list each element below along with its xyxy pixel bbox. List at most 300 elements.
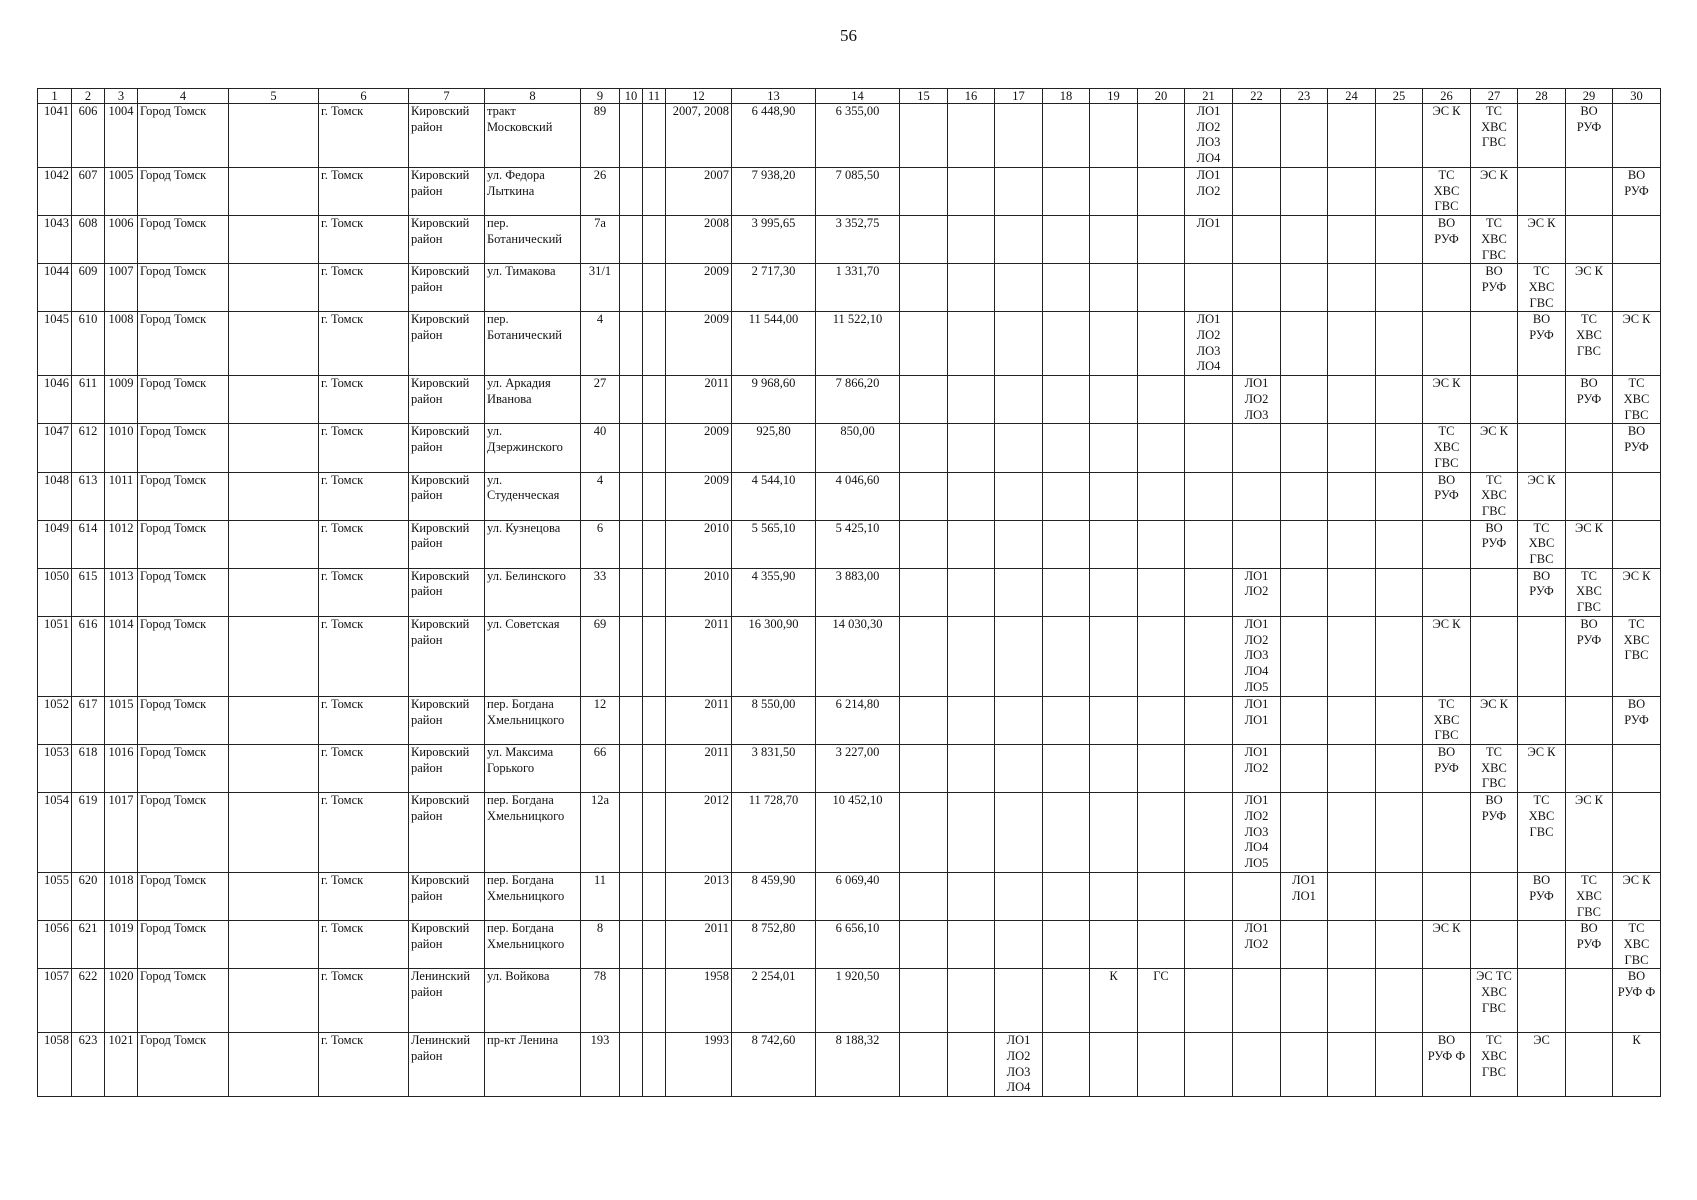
table-cell: пер. Богдана Хмельницкого <box>485 696 581 744</box>
table-cell: ЭС <box>1518 1033 1566 1097</box>
table-cell <box>643 216 666 264</box>
table-cell <box>1566 696 1613 744</box>
table-cell <box>1138 520 1185 568</box>
table-cell <box>1090 1033 1138 1097</box>
table-cell <box>1423 873 1471 921</box>
table-cell <box>1613 793 1661 873</box>
table-cell: г. Томск <box>319 921 409 969</box>
table-cell: ЛО1 ЛО2 ЛО3 ЛО4 <box>1185 104 1233 168</box>
table-cell <box>948 520 995 568</box>
table-cell <box>1043 873 1090 921</box>
table-cell: ВО РУФ <box>1613 168 1661 216</box>
table-cell: г. Томск <box>319 873 409 921</box>
table-cell: 2011 <box>666 696 732 744</box>
table-cell <box>900 616 948 696</box>
table-cell: 27 <box>581 376 620 424</box>
table-cell: ЭС К <box>1423 921 1471 969</box>
table-cell <box>995 696 1043 744</box>
table-cell: 1011 <box>105 472 138 520</box>
table-cell: ул. Тимакова <box>485 264 581 312</box>
table-cell: 8 <box>581 921 620 969</box>
table-cell <box>995 312 1043 376</box>
table-cell: 850,00 <box>816 424 900 472</box>
table-cell: ЭС К <box>1566 264 1613 312</box>
table-cell <box>1518 168 1566 216</box>
table-cell: тракт Московский <box>485 104 581 168</box>
table-cell <box>643 969 666 1033</box>
table-cell: г. Томск <box>319 168 409 216</box>
table-cell: Город Томск <box>138 424 229 472</box>
table-cell <box>1233 104 1281 168</box>
table-cell <box>995 969 1043 1033</box>
table-cell: Кировский район <box>409 216 485 264</box>
table-cell <box>1376 424 1423 472</box>
table-cell: Кировский район <box>409 312 485 376</box>
table-cell: г. Томск <box>319 264 409 312</box>
column-header: 8 <box>485 89 581 104</box>
table-cell: ТС ХВС ГВС <box>1471 744 1518 792</box>
table-cell <box>1518 921 1566 969</box>
table-cell: пер. Богдана Хмельницкого <box>485 873 581 921</box>
table-cell <box>1613 264 1661 312</box>
table-cell: 6 656,10 <box>816 921 900 969</box>
table-cell <box>1328 216 1376 264</box>
table-cell <box>620 1033 643 1097</box>
table-cell <box>1281 969 1328 1033</box>
table-cell <box>900 793 948 873</box>
table-cell <box>620 376 643 424</box>
table-cell <box>1043 104 1090 168</box>
table-cell <box>620 424 643 472</box>
table-cell <box>1376 744 1423 792</box>
table-cell: ЭС К <box>1566 793 1613 873</box>
table-cell: 1 920,50 <box>816 969 900 1033</box>
column-header: 24 <box>1328 89 1376 104</box>
table-cell: ВО РУФ Ф <box>1613 969 1661 1033</box>
table-cell <box>1090 168 1138 216</box>
table-cell: Кировский район <box>409 568 485 616</box>
table-cell: 2011 <box>666 376 732 424</box>
table-cell <box>1043 744 1090 792</box>
table-cell: 40 <box>581 424 620 472</box>
column-header: 3 <box>105 89 138 104</box>
table-cell <box>1376 104 1423 168</box>
table-cell: ЛО1 ЛО2 ЛО3 ЛО4 <box>995 1033 1043 1097</box>
table-cell <box>1090 616 1138 696</box>
table-cell: ВО РУФ <box>1566 376 1613 424</box>
table-cell <box>1281 264 1328 312</box>
table-cell <box>1138 616 1185 696</box>
table-cell <box>900 312 948 376</box>
table-cell: 2009 <box>666 472 732 520</box>
table-cell <box>1233 873 1281 921</box>
table-cell <box>1328 104 1376 168</box>
table-cell <box>1613 744 1661 792</box>
table-cell <box>1518 969 1566 1033</box>
column-header: 9 <box>581 89 620 104</box>
table-cell: ВО РУФ <box>1423 744 1471 792</box>
column-header: 22 <box>1233 89 1281 104</box>
table-cell: 2008 <box>666 216 732 264</box>
table-cell: 1016 <box>105 744 138 792</box>
table-cell <box>995 376 1043 424</box>
table-cell <box>620 264 643 312</box>
table-cell <box>229 312 319 376</box>
table-cell <box>620 168 643 216</box>
table-cell: ЛО1 <box>1185 216 1233 264</box>
table-cell: 2 717,30 <box>732 264 816 312</box>
table-cell <box>1090 744 1138 792</box>
table-cell <box>1138 472 1185 520</box>
table-cell: Город Томск <box>138 376 229 424</box>
table-cell: 3 995,65 <box>732 216 816 264</box>
table-cell: ВО РУФ <box>1423 472 1471 520</box>
column-header: 6 <box>319 89 409 104</box>
table-cell <box>1281 216 1328 264</box>
table-cell <box>1566 472 1613 520</box>
table-cell <box>1281 921 1328 969</box>
table-cell: 7 938,20 <box>732 168 816 216</box>
table-cell: г. Томск <box>319 568 409 616</box>
table-cell: ТС ХВС ГВС <box>1613 376 1661 424</box>
table-cell: г. Томск <box>319 1033 409 1097</box>
table-cell <box>900 520 948 568</box>
table-cell: 1007 <box>105 264 138 312</box>
table-cell: ЭС К <box>1471 424 1518 472</box>
table-cell <box>1043 616 1090 696</box>
table-cell <box>1233 216 1281 264</box>
table-cell <box>1566 969 1613 1033</box>
table-cell: 612 <box>72 424 105 472</box>
table-cell <box>1138 168 1185 216</box>
table-cell: 89 <box>581 104 620 168</box>
column-header: 15 <box>900 89 948 104</box>
table-cell <box>948 873 995 921</box>
table-cell: ВО РУФ <box>1613 424 1661 472</box>
table-cell <box>1138 104 1185 168</box>
table-cell <box>1281 793 1328 873</box>
table-cell: ул. Максима Горького <box>485 744 581 792</box>
table-cell <box>1281 1033 1328 1097</box>
table-cell: 2009 <box>666 424 732 472</box>
table-cell: 6 355,00 <box>816 104 900 168</box>
table-cell <box>1043 168 1090 216</box>
table-cell: 1008 <box>105 312 138 376</box>
table-cell <box>900 168 948 216</box>
table-cell <box>1328 873 1376 921</box>
table-cell <box>1281 168 1328 216</box>
table-cell <box>1328 696 1376 744</box>
table-cell: 69 <box>581 616 620 696</box>
table-cell: 1958 <box>666 969 732 1033</box>
table-cell: Кировский район <box>409 873 485 921</box>
table-cell <box>1328 969 1376 1033</box>
table-cell: ул. Аркадия Иванова <box>485 376 581 424</box>
table-cell <box>1613 520 1661 568</box>
table-cell <box>1138 696 1185 744</box>
table-cell: 614 <box>72 520 105 568</box>
table-cell: ЛО1 ЛО2 ЛО3 ЛО4 ЛО5 <box>1233 616 1281 696</box>
table-cell: ЭС К <box>1471 696 1518 744</box>
column-header: 27 <box>1471 89 1518 104</box>
table-cell <box>900 472 948 520</box>
table-cell <box>1423 568 1471 616</box>
table-cell <box>1185 969 1233 1033</box>
table-cell: 610 <box>72 312 105 376</box>
table-cell: ЭС К <box>1471 168 1518 216</box>
table-cell <box>1233 969 1281 1033</box>
table-cell <box>1376 793 1423 873</box>
table-cell <box>1518 376 1566 424</box>
table-cell: ВО РУФ <box>1423 216 1471 264</box>
table-cell: 3 883,00 <box>816 568 900 616</box>
table-cell: Город Томск <box>138 216 229 264</box>
table-cell: Ленинский район <box>409 969 485 1033</box>
table-cell: Кировский район <box>409 520 485 568</box>
table-cell: г. Томск <box>319 216 409 264</box>
table-cell <box>1281 744 1328 792</box>
table-cell <box>900 873 948 921</box>
table-cell <box>1233 1033 1281 1097</box>
table-cell: 1053 <box>38 744 72 792</box>
table-cell: Кировский район <box>409 264 485 312</box>
table-cell: 16 300,90 <box>732 616 816 696</box>
table-cell: 8 550,00 <box>732 696 816 744</box>
table-cell: 8 459,90 <box>732 873 816 921</box>
table-cell: пер. Ботанический <box>485 312 581 376</box>
table-cell <box>643 376 666 424</box>
table-cell <box>1328 472 1376 520</box>
table-cell <box>1471 376 1518 424</box>
table-cell <box>1281 472 1328 520</box>
table-cell <box>643 744 666 792</box>
table-cell: 4 544,10 <box>732 472 816 520</box>
table-cell <box>229 921 319 969</box>
table-cell <box>948 1033 995 1097</box>
table-cell <box>948 264 995 312</box>
table-cell <box>1138 744 1185 792</box>
table-cell: ТС ХВС ГВС <box>1566 312 1613 376</box>
table-cell: 8 188,32 <box>816 1033 900 1097</box>
table-row <box>38 104 1661 168</box>
table-cell <box>995 472 1043 520</box>
table-cell <box>1281 520 1328 568</box>
table-cell <box>900 216 948 264</box>
table-cell <box>948 744 995 792</box>
table-cell: Город Томск <box>138 568 229 616</box>
table-cell: ВО РУФ <box>1471 264 1518 312</box>
table-cell <box>1471 873 1518 921</box>
table-cell: ТС ХВС ГВС <box>1518 520 1566 568</box>
table-cell: К <box>1090 969 1138 1033</box>
table-cell: ТС ХВС ГВС <box>1423 696 1471 744</box>
table-cell: Кировский район <box>409 472 485 520</box>
table-cell: 1013 <box>105 568 138 616</box>
column-number-row <box>38 89 1661 104</box>
table-cell <box>1328 568 1376 616</box>
table-cell <box>1090 520 1138 568</box>
table-cell <box>1043 921 1090 969</box>
table-cell <box>995 216 1043 264</box>
table-cell <box>900 264 948 312</box>
table-cell <box>995 168 1043 216</box>
table-cell <box>900 1033 948 1097</box>
table-cell <box>620 793 643 873</box>
table-cell: 608 <box>72 216 105 264</box>
table-cell <box>1423 312 1471 376</box>
table-cell <box>1185 616 1233 696</box>
table-cell <box>1613 472 1661 520</box>
table-cell <box>1566 424 1613 472</box>
table-cell: 616 <box>72 616 105 696</box>
table-cell: Кировский район <box>409 921 485 969</box>
table-cell: Кировский район <box>409 616 485 696</box>
table-cell <box>1185 873 1233 921</box>
table-cell: 6 214,80 <box>816 696 900 744</box>
column-header: 12 <box>666 89 732 104</box>
table-cell <box>948 616 995 696</box>
table-cell <box>1281 312 1328 376</box>
table-cell <box>900 376 948 424</box>
table-cell <box>948 472 995 520</box>
table-cell <box>1471 921 1518 969</box>
table-cell <box>229 264 319 312</box>
table-cell <box>1328 793 1376 873</box>
table-cell: ЛО1 ЛО2 <box>1233 568 1281 616</box>
table-cell: Город Томск <box>138 873 229 921</box>
table-cell: г. Томск <box>319 696 409 744</box>
table-cell: 14 030,30 <box>816 616 900 696</box>
table-cell <box>1090 376 1138 424</box>
table-cell <box>620 616 643 696</box>
table-cell <box>229 568 319 616</box>
column-header: 2 <box>72 89 105 104</box>
column-header: 19 <box>1090 89 1138 104</box>
table-cell: 1057 <box>38 969 72 1033</box>
table-cell <box>229 472 319 520</box>
register-table <box>37 88 1661 1097</box>
table-cell: 622 <box>72 969 105 1033</box>
table-cell: 31/1 <box>581 264 620 312</box>
table-cell <box>1328 424 1376 472</box>
table-cell <box>1423 793 1471 873</box>
table-cell <box>229 1033 319 1097</box>
table-cell <box>620 520 643 568</box>
table-cell <box>1566 168 1613 216</box>
table-cell: г. Томск <box>319 472 409 520</box>
table-cell <box>1090 216 1138 264</box>
table-cell <box>995 873 1043 921</box>
table-cell: 8 752,80 <box>732 921 816 969</box>
table-cell <box>1185 568 1233 616</box>
table-cell <box>643 921 666 969</box>
table-cell <box>1043 793 1090 873</box>
table-cell <box>643 472 666 520</box>
table-cell <box>995 568 1043 616</box>
table-cell: 6 <box>581 520 620 568</box>
table-cell: 3 831,50 <box>732 744 816 792</box>
table-cell <box>1185 424 1233 472</box>
table-cell: Кировский район <box>409 376 485 424</box>
table-cell: 12а <box>581 793 620 873</box>
table-cell: 1041 <box>38 104 72 168</box>
table-cell: ВО РУФ <box>1518 568 1566 616</box>
table-cell: ЛО1 ЛО2 <box>1185 168 1233 216</box>
table-cell <box>1281 616 1328 696</box>
table-cell <box>1185 1033 1233 1097</box>
table-cell <box>1518 104 1566 168</box>
column-header: 7 <box>409 89 485 104</box>
table-cell: 617 <box>72 696 105 744</box>
table-cell <box>1043 216 1090 264</box>
table-cell <box>948 312 995 376</box>
table-cell: Город Томск <box>138 312 229 376</box>
table-cell: ЛО1 ЛО2 ЛО3 ЛО4 <box>1185 312 1233 376</box>
table-cell <box>1518 424 1566 472</box>
table-cell <box>1138 793 1185 873</box>
table-cell: ВО РУФ <box>1566 616 1613 696</box>
table-cell <box>1376 616 1423 696</box>
table-cell <box>1376 472 1423 520</box>
table-cell: 3 352,75 <box>816 216 900 264</box>
table-cell <box>1090 873 1138 921</box>
table-cell <box>229 520 319 568</box>
table-cell <box>1376 312 1423 376</box>
table-cell: 2012 <box>666 793 732 873</box>
table-cell: ЭС К <box>1423 104 1471 168</box>
table-cell: ЛО1 ЛО2 <box>1233 921 1281 969</box>
table-cell: 11 728,70 <box>732 793 816 873</box>
table-cell: ТС ХВС ГВС <box>1471 472 1518 520</box>
table-cell <box>1328 1033 1376 1097</box>
column-header: 30 <box>1613 89 1661 104</box>
table-cell <box>1613 216 1661 264</box>
table-cell <box>1090 793 1138 873</box>
table-cell: ТС ХВС ГВС <box>1471 104 1518 168</box>
table-cell: Город Томск <box>138 264 229 312</box>
table-cell <box>1281 376 1328 424</box>
table-cell: ВО РУФ <box>1566 104 1613 168</box>
table-cell: ЭС К <box>1613 568 1661 616</box>
table-cell <box>1328 376 1376 424</box>
table-cell: ЭС К <box>1423 616 1471 696</box>
table-cell: ЛО1 ЛО1 <box>1281 873 1328 921</box>
table-cell: ул. Белинского <box>485 568 581 616</box>
table-cell: 1044 <box>38 264 72 312</box>
table-cell: пер. Богдана Хмельницкого <box>485 793 581 873</box>
table-cell: 2010 <box>666 520 732 568</box>
table-row <box>38 376 1661 424</box>
table-cell: г. Томск <box>319 616 409 696</box>
table-cell <box>643 568 666 616</box>
column-header: 28 <box>1518 89 1566 104</box>
table-cell: ГС <box>1138 969 1185 1033</box>
table-cell: 2007 <box>666 168 732 216</box>
table-cell <box>1518 616 1566 696</box>
table-cell <box>1376 376 1423 424</box>
table-cell: ЭС К <box>1613 873 1661 921</box>
table-cell <box>1376 921 1423 969</box>
column-header: 11 <box>643 89 666 104</box>
table-cell <box>1566 744 1613 792</box>
table-cell <box>1090 264 1138 312</box>
table-cell <box>948 168 995 216</box>
table-cell <box>1138 216 1185 264</box>
table-cell: ул. Дзержинского <box>485 424 581 472</box>
table-cell: ВО РУФ Ф <box>1423 1033 1471 1097</box>
table-cell <box>1518 696 1566 744</box>
table-cell <box>620 696 643 744</box>
